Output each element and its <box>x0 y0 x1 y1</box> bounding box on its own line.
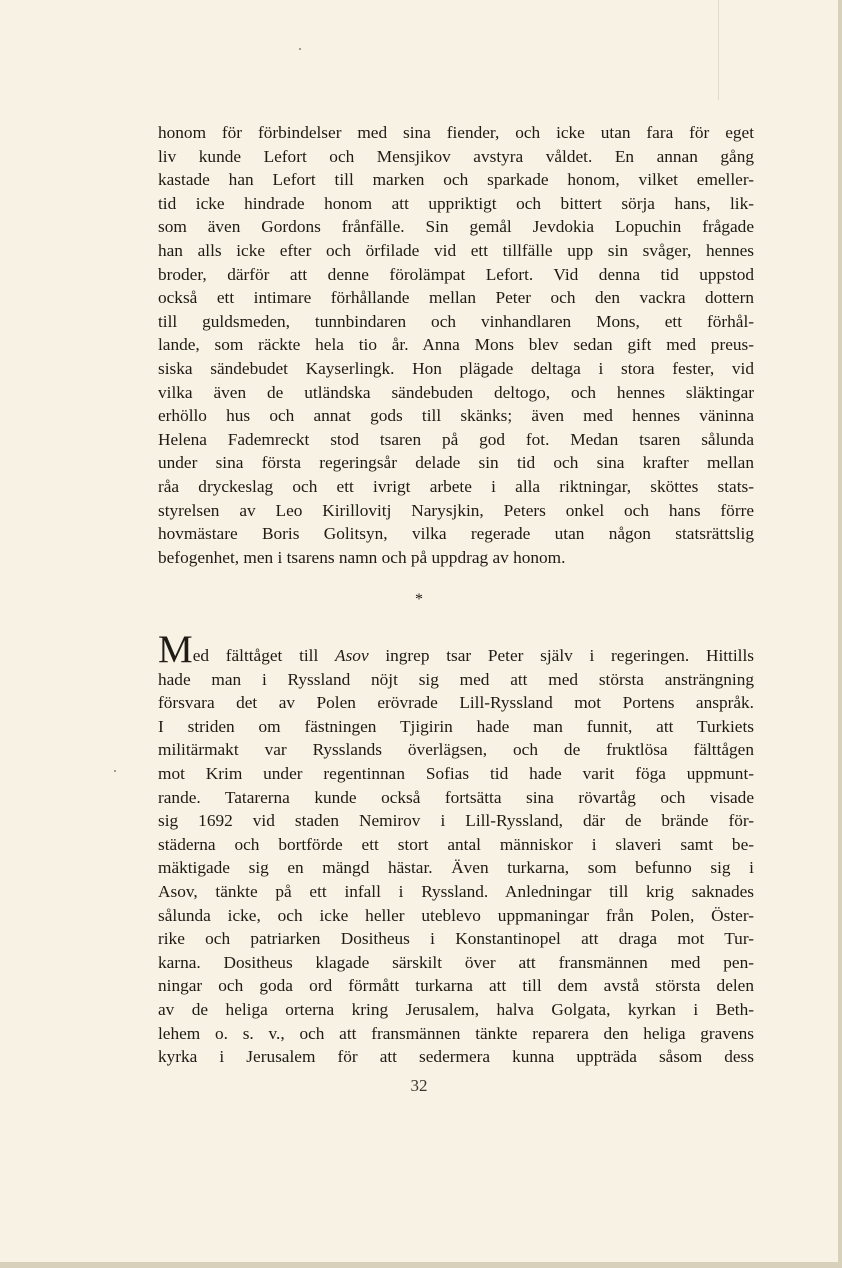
text-line: honom för förbindelser med sina fiender, och icke utan fara för eget <box>158 123 754 142</box>
paper-speck <box>299 48 301 50</box>
text-line: under sina första regeringsår delade sin tid och sina krafter mellan <box>158 453 754 473</box>
paper-speck <box>114 770 116 772</box>
text-line: rike och patriarken Dositheus i Konstantinopel att draga mot Tur- <box>158 929 754 949</box>
text-fragment: ingrep tsar Peter själv i regeringen. Hittills <box>368 646 754 665</box>
text-line: Asov, tänkte på ett infall i Ryssland. Anledningar till krig saknades <box>158 881 754 901</box>
text-line: lehem o. s. v., och att fransmännen tänkte reparera den heliga gravens <box>158 1023 754 1043</box>
text-line: han alls icke efter och örfilade vid ett tillfälle upp sin svåger, hennes <box>158 240 754 260</box>
text-line: som även Gordons frånfälle. Sin gemål Jevdokia Lopuchin frågade <box>158 217 754 237</box>
text-line: broder, därför att denne förolämpat Lefort. Vid denna tid uppstod <box>158 264 754 284</box>
paper-crease <box>718 0 719 100</box>
text-line: mot Krim under regentinnan Sofias tid hade varit föga uppmunt- <box>158 763 754 783</box>
text-line: också ett intimare förhållande mellan Peter och den vackra dottern <box>158 288 754 308</box>
text-line: liv kunde Lefort och Mensjikov avstyra våldet. En annan gång <box>158 146 754 166</box>
text-line: vilka även de utländska sändebuden deltogo, och hennes släktingar <box>158 382 754 402</box>
text-line: städerna och bortförde ett stort antal människor i slaveri samt be- <box>158 834 754 854</box>
text-line: sålunda icke, och icke heller uteblevo uppmaningar från Polen, Öster- <box>158 905 754 925</box>
paragraph-1 <box>158 121 754 569</box>
text-line: befogenhet, men i tsarens namn och på uppdrag av honom. <box>158 547 566 567</box>
text-line: försvara det av Polen erövrade Lill-Ryssland mot Portens anspråk. <box>158 693 754 713</box>
text-line: styrelsen av Leo Kirillovitj Narysjkin, Peters onkel och hans förre <box>158 500 754 520</box>
place-name-italic: Asov <box>335 646 369 665</box>
text-line: lande, som räckte hela tio år. Anna Mons blev sedan gift med preus- <box>158 335 754 355</box>
text-line: hovmästare Boris Golitsyn, vilka regerade utan någon statsrättslig <box>158 524 754 544</box>
text-line: kastade han Lefort till marken och sparkade honom, vilket emeller- <box>158 170 754 190</box>
drop-cap: M <box>158 628 193 671</box>
text-line: Helena Fademreckt stod tsaren på god fot. Medan tsaren sålunda <box>158 429 754 449</box>
text-fragment: ed fälttåget till <box>192 646 336 665</box>
text-line: av de heliga orterna kring Jerusalem, halva Golgata, kyrkan i Beth- <box>158 999 754 1019</box>
text-line: I striden om fästningen Tjigirin hade man funnit, att Turkiets <box>158 716 754 736</box>
text-line: hade man i Ryssland nöjt sig med att med största ansträngning <box>158 669 754 689</box>
text-line: rande. Tatarerna kunde också fortsätta sina rövartåg och visade <box>158 787 754 807</box>
text-line <box>158 628 754 671</box>
page-number: 32 <box>410 1076 428 1095</box>
text-line: erhöllo hus och annat gods till skänks; även med hennes väninna <box>158 406 754 426</box>
text-line: karna. Dositheus klagade särskilt över att fransmännen med pen- <box>158 952 754 972</box>
paragraph-2 <box>158 628 754 1069</box>
text-line: kyrka i Jerusalem för att sedermera kunna uppträda såsom dess <box>158 1047 754 1067</box>
text-line: ningar och goda ord förmått turkarna att till dem avstå största delen <box>158 976 754 996</box>
section-separator: * <box>415 591 423 608</box>
text-line: råa dryckeslag och ett ivrigt arbete i alla riktningar, sköttes stats- <box>158 476 754 496</box>
text-line: militärmakt var Rysslands överlägsen, och de fruktlösa fälttågen <box>158 740 754 760</box>
text-line: sig 1692 vid staden Nemirov i Lill-Ryssland, där de brände för- <box>158 811 754 831</box>
text-line: siska sändebudet Kayserlingk. Hon plägade deltaga i stora fester, vid <box>158 358 754 378</box>
text-line: till guldsmeden, tunnbindaren och vinhandlaren Mons, ett förhål- <box>158 311 754 331</box>
text-line: mäktigade sig en mängd hästar. Även turkarna, som befunno sig i <box>158 858 754 878</box>
text-line: tid icke hindrade honom att uppriktigt och bittert sörja hans, lik- <box>158 193 754 213</box>
